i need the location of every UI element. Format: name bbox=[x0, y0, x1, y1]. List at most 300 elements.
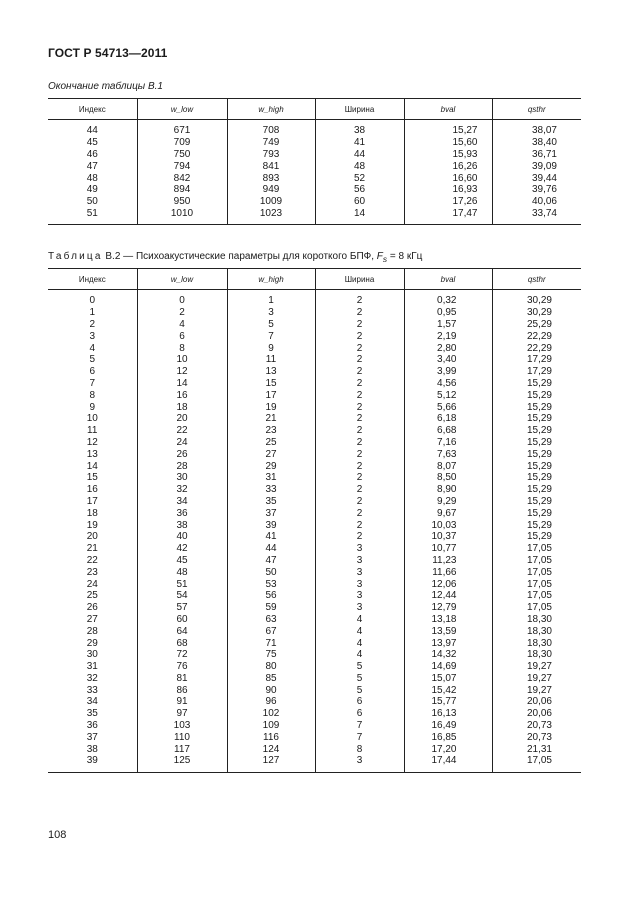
w-high-cell: 102 bbox=[227, 708, 315, 720]
bval-cell: 7,16 bbox=[404, 437, 492, 449]
w-high-cell: 15 bbox=[227, 378, 315, 390]
bval-cell: 7,63 bbox=[404, 448, 492, 460]
qsthr-cell: 17,29 bbox=[492, 366, 581, 378]
table-row bbox=[48, 637, 581, 649]
bval-cell: 16,26 bbox=[404, 160, 492, 172]
w-low-cell: 30 bbox=[137, 472, 227, 484]
spacer-cell bbox=[404, 219, 492, 225]
w-low-cell: 16 bbox=[137, 389, 227, 401]
width-cell: 2 bbox=[315, 354, 404, 366]
table-row bbox=[48, 696, 581, 708]
table-row bbox=[48, 208, 581, 220]
index-cell: 25 bbox=[86, 590, 98, 602]
w-low-cell: 64 bbox=[137, 625, 227, 637]
width-cell: 3 bbox=[315, 578, 404, 590]
w-low-cell: 22 bbox=[137, 425, 227, 437]
w-high-cell: 25 bbox=[227, 437, 315, 449]
index-cell: 47 bbox=[86, 160, 98, 172]
spacer-cell bbox=[492, 219, 581, 225]
bval-cell: 15,77 bbox=[404, 696, 492, 708]
table-row bbox=[48, 460, 581, 472]
bval-cell: 2,19 bbox=[404, 330, 492, 342]
bval-cell: 14,69 bbox=[404, 661, 492, 673]
index-cell: 19 bbox=[86, 519, 98, 531]
bval-cell: 8,07 bbox=[404, 460, 492, 472]
table-row bbox=[48, 413, 581, 425]
table-row bbox=[48, 614, 581, 626]
w-low-cell: 14 bbox=[137, 378, 227, 390]
spacer-cell bbox=[315, 767, 404, 773]
bval-cell: 8,50 bbox=[404, 472, 492, 484]
index-cell: 16 bbox=[86, 484, 98, 496]
w-low-cell: 2 bbox=[137, 307, 227, 319]
w-low-cell: 0 bbox=[137, 295, 227, 307]
table-row bbox=[48, 330, 581, 342]
qsthr-cell: 18,30 bbox=[492, 637, 581, 649]
qsthr-cell: 17,05 bbox=[492, 566, 581, 578]
page-number: 108 bbox=[48, 829, 67, 841]
qsthr-cell: 18,30 bbox=[492, 614, 581, 626]
qsthr-cell: 40,06 bbox=[492, 196, 581, 208]
table-b2-psychoacoustic bbox=[48, 268, 581, 773]
w-low-cell: 72 bbox=[137, 649, 227, 661]
w-high-cell: 90 bbox=[227, 684, 315, 696]
table-row bbox=[48, 731, 581, 743]
qsthr-cell: 15,29 bbox=[492, 401, 581, 413]
qsthr-cell: 22,29 bbox=[492, 330, 581, 342]
table-row bbox=[48, 555, 581, 567]
qsthr-cell: 25,29 bbox=[492, 319, 581, 331]
w-high-cell: 59 bbox=[227, 602, 315, 614]
index-cell: 24 bbox=[86, 578, 98, 590]
table-row bbox=[48, 684, 581, 696]
table-row bbox=[48, 531, 581, 543]
table-row bbox=[48, 743, 581, 755]
w-low-cell: 950 bbox=[137, 196, 227, 208]
index-cell: 48 bbox=[86, 172, 98, 184]
table-row bbox=[48, 590, 581, 602]
width-cell: 2 bbox=[315, 531, 404, 543]
spacer-cell bbox=[137, 767, 227, 773]
table-b1-continuation bbox=[48, 98, 581, 225]
bval-cell: 16,49 bbox=[404, 720, 492, 732]
table-row bbox=[48, 507, 581, 519]
w-low-cell: 842 bbox=[137, 172, 227, 184]
bval-cell: 9,67 bbox=[404, 507, 492, 519]
column-header-w-low: w_low bbox=[137, 99, 227, 120]
qsthr-cell: 20,73 bbox=[492, 720, 581, 732]
qsthr-cell: 15,29 bbox=[492, 496, 581, 508]
w-low-cell: 68 bbox=[137, 637, 227, 649]
bval-cell: 4,56 bbox=[404, 378, 492, 390]
width-cell: 4 bbox=[315, 637, 404, 649]
table2-caption-variable: F bbox=[376, 251, 383, 262]
width-cell: 2 bbox=[315, 330, 404, 342]
table-row bbox=[48, 602, 581, 614]
index-cell: 21 bbox=[86, 543, 98, 555]
qsthr-cell: 15,29 bbox=[492, 437, 581, 449]
bval-cell: 17,47 bbox=[404, 208, 492, 220]
width-cell: 3 bbox=[315, 566, 404, 578]
table-row bbox=[48, 543, 581, 555]
width-cell: 14 bbox=[315, 208, 404, 220]
qsthr-cell: 17,05 bbox=[492, 590, 581, 602]
w-high-cell: 1009 bbox=[227, 196, 315, 208]
qsthr-cell: 18,30 bbox=[492, 625, 581, 637]
width-cell: 4 bbox=[315, 649, 404, 661]
table-row bbox=[48, 437, 581, 449]
w-high-cell: 19 bbox=[227, 401, 315, 413]
index-cell: 45 bbox=[86, 137, 98, 149]
bval-cell: 16,93 bbox=[404, 184, 492, 196]
qsthr-cell: 18,30 bbox=[492, 649, 581, 661]
w-high-cell: 75 bbox=[227, 649, 315, 661]
width-cell: 2 bbox=[315, 307, 404, 319]
w-low-cell: 48 bbox=[137, 566, 227, 578]
spacer-cell bbox=[48, 219, 137, 225]
w-high-cell: 80 bbox=[227, 661, 315, 673]
column-header-width: Ширина bbox=[315, 269, 404, 290]
w-high-cell: 41 bbox=[227, 531, 315, 543]
w-low-cell: 10 bbox=[137, 354, 227, 366]
table-row bbox=[48, 519, 581, 531]
table-row bbox=[48, 354, 581, 366]
table-row bbox=[48, 307, 581, 319]
qsthr-cell: 17,29 bbox=[492, 354, 581, 366]
index-cell: 26 bbox=[86, 602, 98, 614]
table-row bbox=[48, 196, 581, 208]
width-cell: 2 bbox=[315, 319, 404, 331]
w-low-cell: 36 bbox=[137, 507, 227, 519]
width-cell: 2 bbox=[315, 484, 404, 496]
width-cell: 6 bbox=[315, 696, 404, 708]
width-cell: 2 bbox=[315, 378, 404, 390]
table-row bbox=[48, 496, 581, 508]
table-row bbox=[48, 649, 581, 661]
w-high-cell: 5 bbox=[227, 319, 315, 331]
table-row bbox=[48, 720, 581, 732]
w-high-cell: 29 bbox=[227, 460, 315, 472]
table-row bbox=[48, 319, 581, 331]
column-header-w-low: w_low bbox=[137, 269, 227, 290]
w-high-cell: 1 bbox=[227, 295, 315, 307]
width-cell: 2 bbox=[315, 413, 404, 425]
document-header: ГОСТ Р 54713—2011 bbox=[48, 46, 168, 60]
w-low-cell: 60 bbox=[137, 614, 227, 626]
table-row bbox=[48, 295, 581, 307]
table-row bbox=[48, 755, 581, 767]
w-high-cell: 53 bbox=[227, 578, 315, 590]
bval-cell: 0,95 bbox=[404, 307, 492, 319]
qsthr-cell: 15,29 bbox=[492, 460, 581, 472]
table-row bbox=[48, 673, 581, 685]
width-cell: 2 bbox=[315, 366, 404, 378]
width-cell: 41 bbox=[315, 137, 404, 149]
w-high-cell: 13 bbox=[227, 366, 315, 378]
w-low-cell: 18 bbox=[137, 401, 227, 413]
w-high-cell: 708 bbox=[227, 125, 315, 137]
w-low-cell: 709 bbox=[137, 137, 227, 149]
bval-cell: 15,42 bbox=[404, 684, 492, 696]
index-cell: 5 bbox=[89, 354, 96, 366]
w-high-cell: 23 bbox=[227, 425, 315, 437]
index-cell: 10 bbox=[86, 413, 98, 425]
w-high-cell: 17 bbox=[227, 389, 315, 401]
w-high-cell: 3 bbox=[227, 307, 315, 319]
table2-caption-subscript: s bbox=[382, 254, 388, 264]
bval-cell: 12,06 bbox=[404, 578, 492, 590]
spacer-cell bbox=[227, 767, 315, 773]
column-header-w-high: w_high bbox=[227, 99, 315, 120]
index-cell: 11 bbox=[87, 425, 98, 437]
w-high-cell: 67 bbox=[227, 625, 315, 637]
bval-cell: 6,68 bbox=[404, 425, 492, 437]
index-cell: 13 bbox=[86, 448, 98, 460]
qsthr-cell: 17,05 bbox=[492, 602, 581, 614]
w-low-cell: 81 bbox=[137, 673, 227, 685]
w-high-cell: 127 bbox=[227, 755, 315, 767]
width-cell: 3 bbox=[315, 543, 404, 555]
bval-cell: 8,90 bbox=[404, 484, 492, 496]
index-cell: 17 bbox=[86, 495, 98, 507]
bval-cell: 0,32 bbox=[404, 295, 492, 307]
bval-cell: 15,93 bbox=[404, 149, 492, 161]
w-low-cell: 86 bbox=[137, 684, 227, 696]
w-high-cell: 124 bbox=[227, 743, 315, 755]
width-cell: 4 bbox=[315, 614, 404, 626]
width-cell: 2 bbox=[315, 295, 404, 307]
w-low-cell: 8 bbox=[137, 342, 227, 354]
qsthr-cell: 20,06 bbox=[492, 696, 581, 708]
w-low-cell: 54 bbox=[137, 590, 227, 602]
qsthr-cell: 39,09 bbox=[492, 160, 581, 172]
index-cell: 44 bbox=[86, 125, 98, 137]
index-cell: 20 bbox=[86, 531, 98, 543]
qsthr-cell: 15,29 bbox=[492, 519, 581, 531]
index-cell: 34 bbox=[86, 696, 98, 708]
qsthr-cell: 15,29 bbox=[492, 425, 581, 437]
bval-cell: 10,77 bbox=[404, 543, 492, 555]
table-row bbox=[48, 448, 581, 460]
column-header-qsthr: qsthr bbox=[492, 269, 581, 290]
width-cell: 5 bbox=[315, 684, 404, 696]
qsthr-cell: 21,31 bbox=[492, 743, 581, 755]
bval-cell: 12,79 bbox=[404, 602, 492, 614]
w-high-cell: 116 bbox=[227, 731, 315, 743]
spacer-cell bbox=[315, 219, 404, 225]
w-low-cell: 671 bbox=[137, 125, 227, 137]
index-cell: 2 bbox=[89, 318, 96, 330]
qsthr-cell: 15,29 bbox=[492, 472, 581, 484]
spacer-cell bbox=[492, 767, 581, 773]
width-cell: 38 bbox=[315, 125, 404, 137]
bval-cell: 5,66 bbox=[404, 401, 492, 413]
spacer-row bbox=[48, 219, 581, 225]
bval-cell: 2,80 bbox=[404, 342, 492, 354]
spacer-cell bbox=[404, 767, 492, 773]
width-cell: 52 bbox=[315, 172, 404, 184]
bval-cell: 9,29 bbox=[404, 496, 492, 508]
qsthr-cell: 30,29 bbox=[492, 295, 581, 307]
bval-cell: 15,27 bbox=[404, 125, 492, 137]
bval-cell: 15,07 bbox=[404, 673, 492, 685]
bval-cell: 13,97 bbox=[404, 637, 492, 649]
column-header-qsthr: qsthr bbox=[492, 99, 581, 120]
qsthr-cell: 15,29 bbox=[492, 448, 581, 460]
bval-cell: 16,85 bbox=[404, 731, 492, 743]
bval-cell: 3,99 bbox=[404, 366, 492, 378]
w-high-cell: 1023 bbox=[227, 208, 315, 220]
width-cell: 2 bbox=[315, 448, 404, 460]
column-header-width: Ширина bbox=[315, 99, 404, 120]
table-row bbox=[48, 125, 581, 137]
table-row bbox=[48, 366, 581, 378]
column-header-bval: bval bbox=[404, 269, 492, 290]
spacer-cell bbox=[227, 219, 315, 225]
index-cell: 37 bbox=[86, 731, 98, 743]
w-low-cell: 26 bbox=[137, 448, 227, 460]
table-row bbox=[48, 184, 581, 196]
bval-cell: 17,44 bbox=[404, 755, 492, 767]
w-high-cell: 793 bbox=[227, 149, 315, 161]
w-high-cell: 9 bbox=[227, 342, 315, 354]
qsthr-cell: 19,27 bbox=[492, 661, 581, 673]
w-high-cell: 109 bbox=[227, 720, 315, 732]
width-cell: 3 bbox=[315, 590, 404, 602]
table1-caption: Окончание таблицы В.1 bbox=[48, 81, 163, 92]
bval-cell: 12,44 bbox=[404, 590, 492, 602]
width-cell: 2 bbox=[315, 472, 404, 484]
width-cell: 5 bbox=[315, 661, 404, 673]
w-high-cell: 893 bbox=[227, 172, 315, 184]
qsthr-cell: 20,73 bbox=[492, 731, 581, 743]
width-cell: 2 bbox=[315, 342, 404, 354]
w-low-cell: 24 bbox=[137, 437, 227, 449]
w-low-cell: 110 bbox=[137, 731, 227, 743]
w-low-cell: 28 bbox=[137, 460, 227, 472]
bval-cell: 5,12 bbox=[404, 389, 492, 401]
width-cell: 2 bbox=[315, 519, 404, 531]
table-row bbox=[48, 172, 581, 184]
table-row bbox=[48, 472, 581, 484]
index-cell: 3 bbox=[89, 330, 96, 342]
qsthr-cell: 38,07 bbox=[492, 125, 581, 137]
width-cell: 4 bbox=[315, 625, 404, 637]
index-cell: 1 bbox=[89, 307, 96, 319]
qsthr-cell: 39,76 bbox=[492, 184, 581, 196]
index-cell: 6 bbox=[89, 366, 96, 378]
width-cell: 48 bbox=[315, 160, 404, 172]
w-high-cell: 27 bbox=[227, 448, 315, 460]
w-high-cell: 11 bbox=[227, 354, 315, 366]
spacer-row bbox=[48, 767, 581, 773]
w-high-cell: 7 bbox=[227, 330, 315, 342]
table-row bbox=[48, 378, 581, 390]
index-cell: 23 bbox=[86, 566, 98, 578]
table-row bbox=[48, 160, 581, 172]
index-cell: 31 bbox=[86, 661, 98, 673]
index-cell: 15 bbox=[86, 472, 98, 484]
w-low-cell: 12 bbox=[137, 366, 227, 378]
qsthr-cell: 36,71 bbox=[492, 149, 581, 161]
index-cell: 9 bbox=[89, 401, 96, 413]
qsthr-cell: 20,06 bbox=[492, 708, 581, 720]
w-high-cell: 39 bbox=[227, 519, 315, 531]
qsthr-cell: 33,74 bbox=[492, 208, 581, 220]
table-row bbox=[48, 708, 581, 720]
w-low-cell: 57 bbox=[137, 602, 227, 614]
w-high-cell: 35 bbox=[227, 496, 315, 508]
w-high-cell: 949 bbox=[227, 184, 315, 196]
width-cell: 44 bbox=[315, 149, 404, 161]
bval-cell: 13,59 bbox=[404, 625, 492, 637]
w-high-cell: 31 bbox=[227, 472, 315, 484]
bval-cell: 15,60 bbox=[404, 137, 492, 149]
w-low-cell: 42 bbox=[137, 543, 227, 555]
bval-cell: 11,66 bbox=[404, 566, 492, 578]
table-row bbox=[48, 342, 581, 354]
table-row bbox=[48, 425, 581, 437]
width-cell: 3 bbox=[315, 555, 404, 567]
index-cell: 4 bbox=[89, 342, 96, 354]
index-cell: 39 bbox=[86, 755, 98, 767]
qsthr-cell: 22,29 bbox=[492, 342, 581, 354]
w-high-cell: 749 bbox=[227, 137, 315, 149]
bval-cell: 3,40 bbox=[404, 354, 492, 366]
table-row bbox=[48, 484, 581, 496]
bval-cell: 10,03 bbox=[404, 519, 492, 531]
index-cell: 0 bbox=[89, 295, 96, 307]
index-cell: 38 bbox=[86, 743, 98, 755]
table2-caption-tail: = 8 кГц bbox=[387, 251, 423, 262]
table-row bbox=[48, 389, 581, 401]
w-low-cell: 117 bbox=[137, 743, 227, 755]
bval-cell: 14,32 bbox=[404, 649, 492, 661]
w-low-cell: 1010 bbox=[137, 208, 227, 220]
index-cell: 46 bbox=[86, 148, 98, 160]
index-cell: 14 bbox=[86, 460, 98, 472]
bval-cell: 16,13 bbox=[404, 708, 492, 720]
table-row bbox=[48, 566, 581, 578]
table-row bbox=[48, 625, 581, 637]
table-row bbox=[48, 137, 581, 149]
qsthr-cell: 17,05 bbox=[492, 578, 581, 590]
width-cell: 8 bbox=[315, 743, 404, 755]
width-cell: 7 bbox=[315, 731, 404, 743]
table2-body bbox=[48, 290, 581, 773]
bval-cell: 1,57 bbox=[404, 319, 492, 331]
width-cell: 5 bbox=[315, 673, 404, 685]
w-low-cell: 34 bbox=[137, 496, 227, 508]
w-high-cell: 71 bbox=[227, 637, 315, 649]
w-low-cell: 4 bbox=[137, 319, 227, 331]
table-header-row bbox=[48, 269, 581, 290]
width-cell: 60 bbox=[315, 196, 404, 208]
w-low-cell: 97 bbox=[137, 708, 227, 720]
index-cell: 22 bbox=[86, 554, 98, 566]
column-header-index: Индекс bbox=[48, 269, 137, 290]
width-cell: 2 bbox=[315, 496, 404, 508]
qsthr-cell: 19,27 bbox=[492, 684, 581, 696]
column-header-bval: bval bbox=[404, 99, 492, 120]
w-high-cell: 37 bbox=[227, 507, 315, 519]
w-low-cell: 51 bbox=[137, 578, 227, 590]
w-high-cell: 96 bbox=[227, 696, 315, 708]
w-low-cell: 750 bbox=[137, 149, 227, 161]
index-cell: 7 bbox=[89, 377, 96, 389]
index-cell: 35 bbox=[86, 708, 98, 720]
bval-cell: 6,18 bbox=[404, 413, 492, 425]
